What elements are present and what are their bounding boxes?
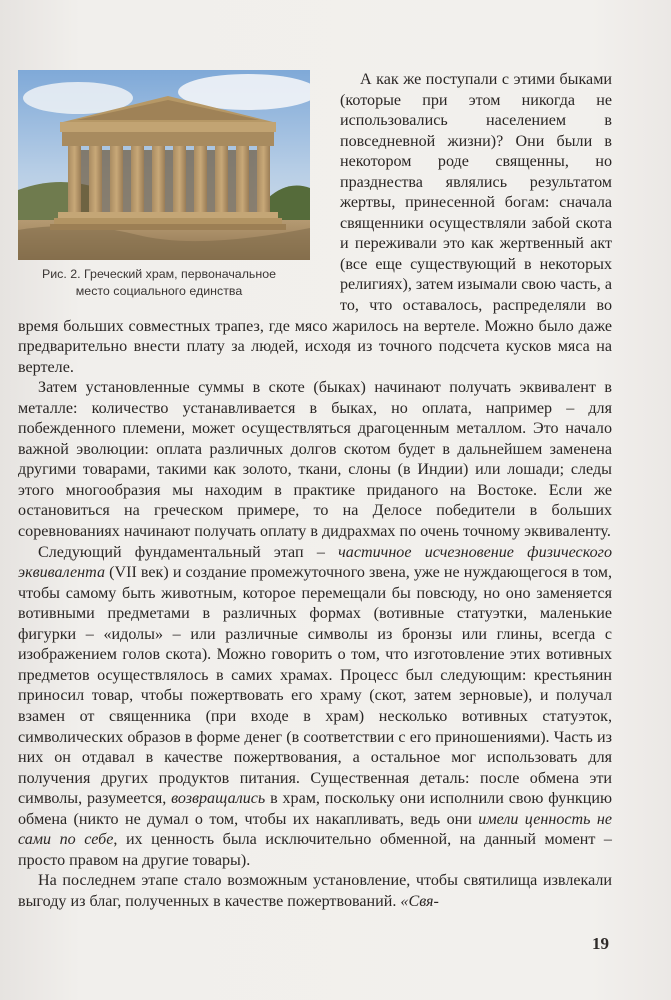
italic-text: возвращались (171, 790, 266, 808)
italic-text: имели ценность не сами по себе (18, 810, 612, 849)
text-run: А как же поступали с этими быками (которые при этом никогда не использовались населением в повседневной жизни)? Они были в некотором роде священны, но празднества являлись результатом жертвы, принесенной богам: сначала священники осуществляли забой скота и переживали это как жертвенный акт (все еще существующий в некоторых религиях), затем изымали свою часть, а то, что оставалось, распределяли во время больших совместных трапез, где мясо жарилось на вертеле. Можно было даже предварительно внести плату за людей, исходя из точного подсчета кусков мяса на вертеле. (18, 71, 612, 376)
text-run: Следующий фундаментальный этап – (38, 543, 339, 561)
text-run: в храм, поскольку они исполнили свою функцию обмена (никто не думал о том, чтобы их накапливать, ведь они (18, 790, 612, 828)
figure (18, 70, 320, 300)
paragraph (18, 871, 612, 912)
paragraph (18, 378, 612, 542)
text-run: Затем установленные суммы в скоте (быках) начинают получать эквивалент в металле: количество устанавливается в быках, но оплата, например – для побежденного племени, может осуществляться драгоценным металлом. Это начало важной эволюции: оплата различных долгов скотом будет в дальнейшем заменена другими товарами, такими как золото, ткани, слоны (в Индии) или лошади; следы этого многообразия мы находим в практике приданого на Востоке. Если же остановиться на греческом примере, то на Делосе победители в больших соревнованиях начинают получать оплату в дидрахмах по очень точному эквиваленту. (18, 379, 612, 541)
text-run: На последнем этапе стало возможным установление, чтобы святилища извлекали выгоду из благ, полученных в качестве пожертвований. (18, 872, 612, 910)
page-number: 19 (592, 934, 609, 953)
text-column (18, 70, 612, 912)
greek-temple-photo (18, 70, 310, 260)
figure-caption: Рис. 2. Греческий храм, первоначальное место социального единства (42, 267, 276, 298)
italic-text: «Свя- (400, 892, 439, 910)
text-run: , их ценность была исключительно обменной, на данный момент – просто правом на другие товары). (18, 831, 612, 869)
italic-text: частичное исчезновение физического эквивалента (18, 543, 612, 582)
paragraph (18, 543, 612, 872)
text-run: (VII век) и создание промежуточного звена, уже не нуждающегося в том, чтобы самому быть животным, которое перемещали бы повсюду, но оно заменяется вотивными предметами в различных формах (вотивные статуэтки, маленькие фигурки – «идолы» – или различные символы из бронзы или глины, всегда с изображением голов скота). Можно говорить о том, что изготовление этих вотивных предметов осуществлялось в самих храмах. Процесс был следующим: крестьянин приносил товар, чтобы пожертвовать его храму (скот, затем зерновые), и получал взамен от священника (при входе в храм) несколько вотивных статуэток, символических образов в форме денег (в соответствии с его приношениями). Часть из них он отдавал в качестве пожертвования, а остальное мог использовать для получения других продуктов питания. Существенная деталь: после обмена эти символы, разумеется, (18, 564, 612, 808)
